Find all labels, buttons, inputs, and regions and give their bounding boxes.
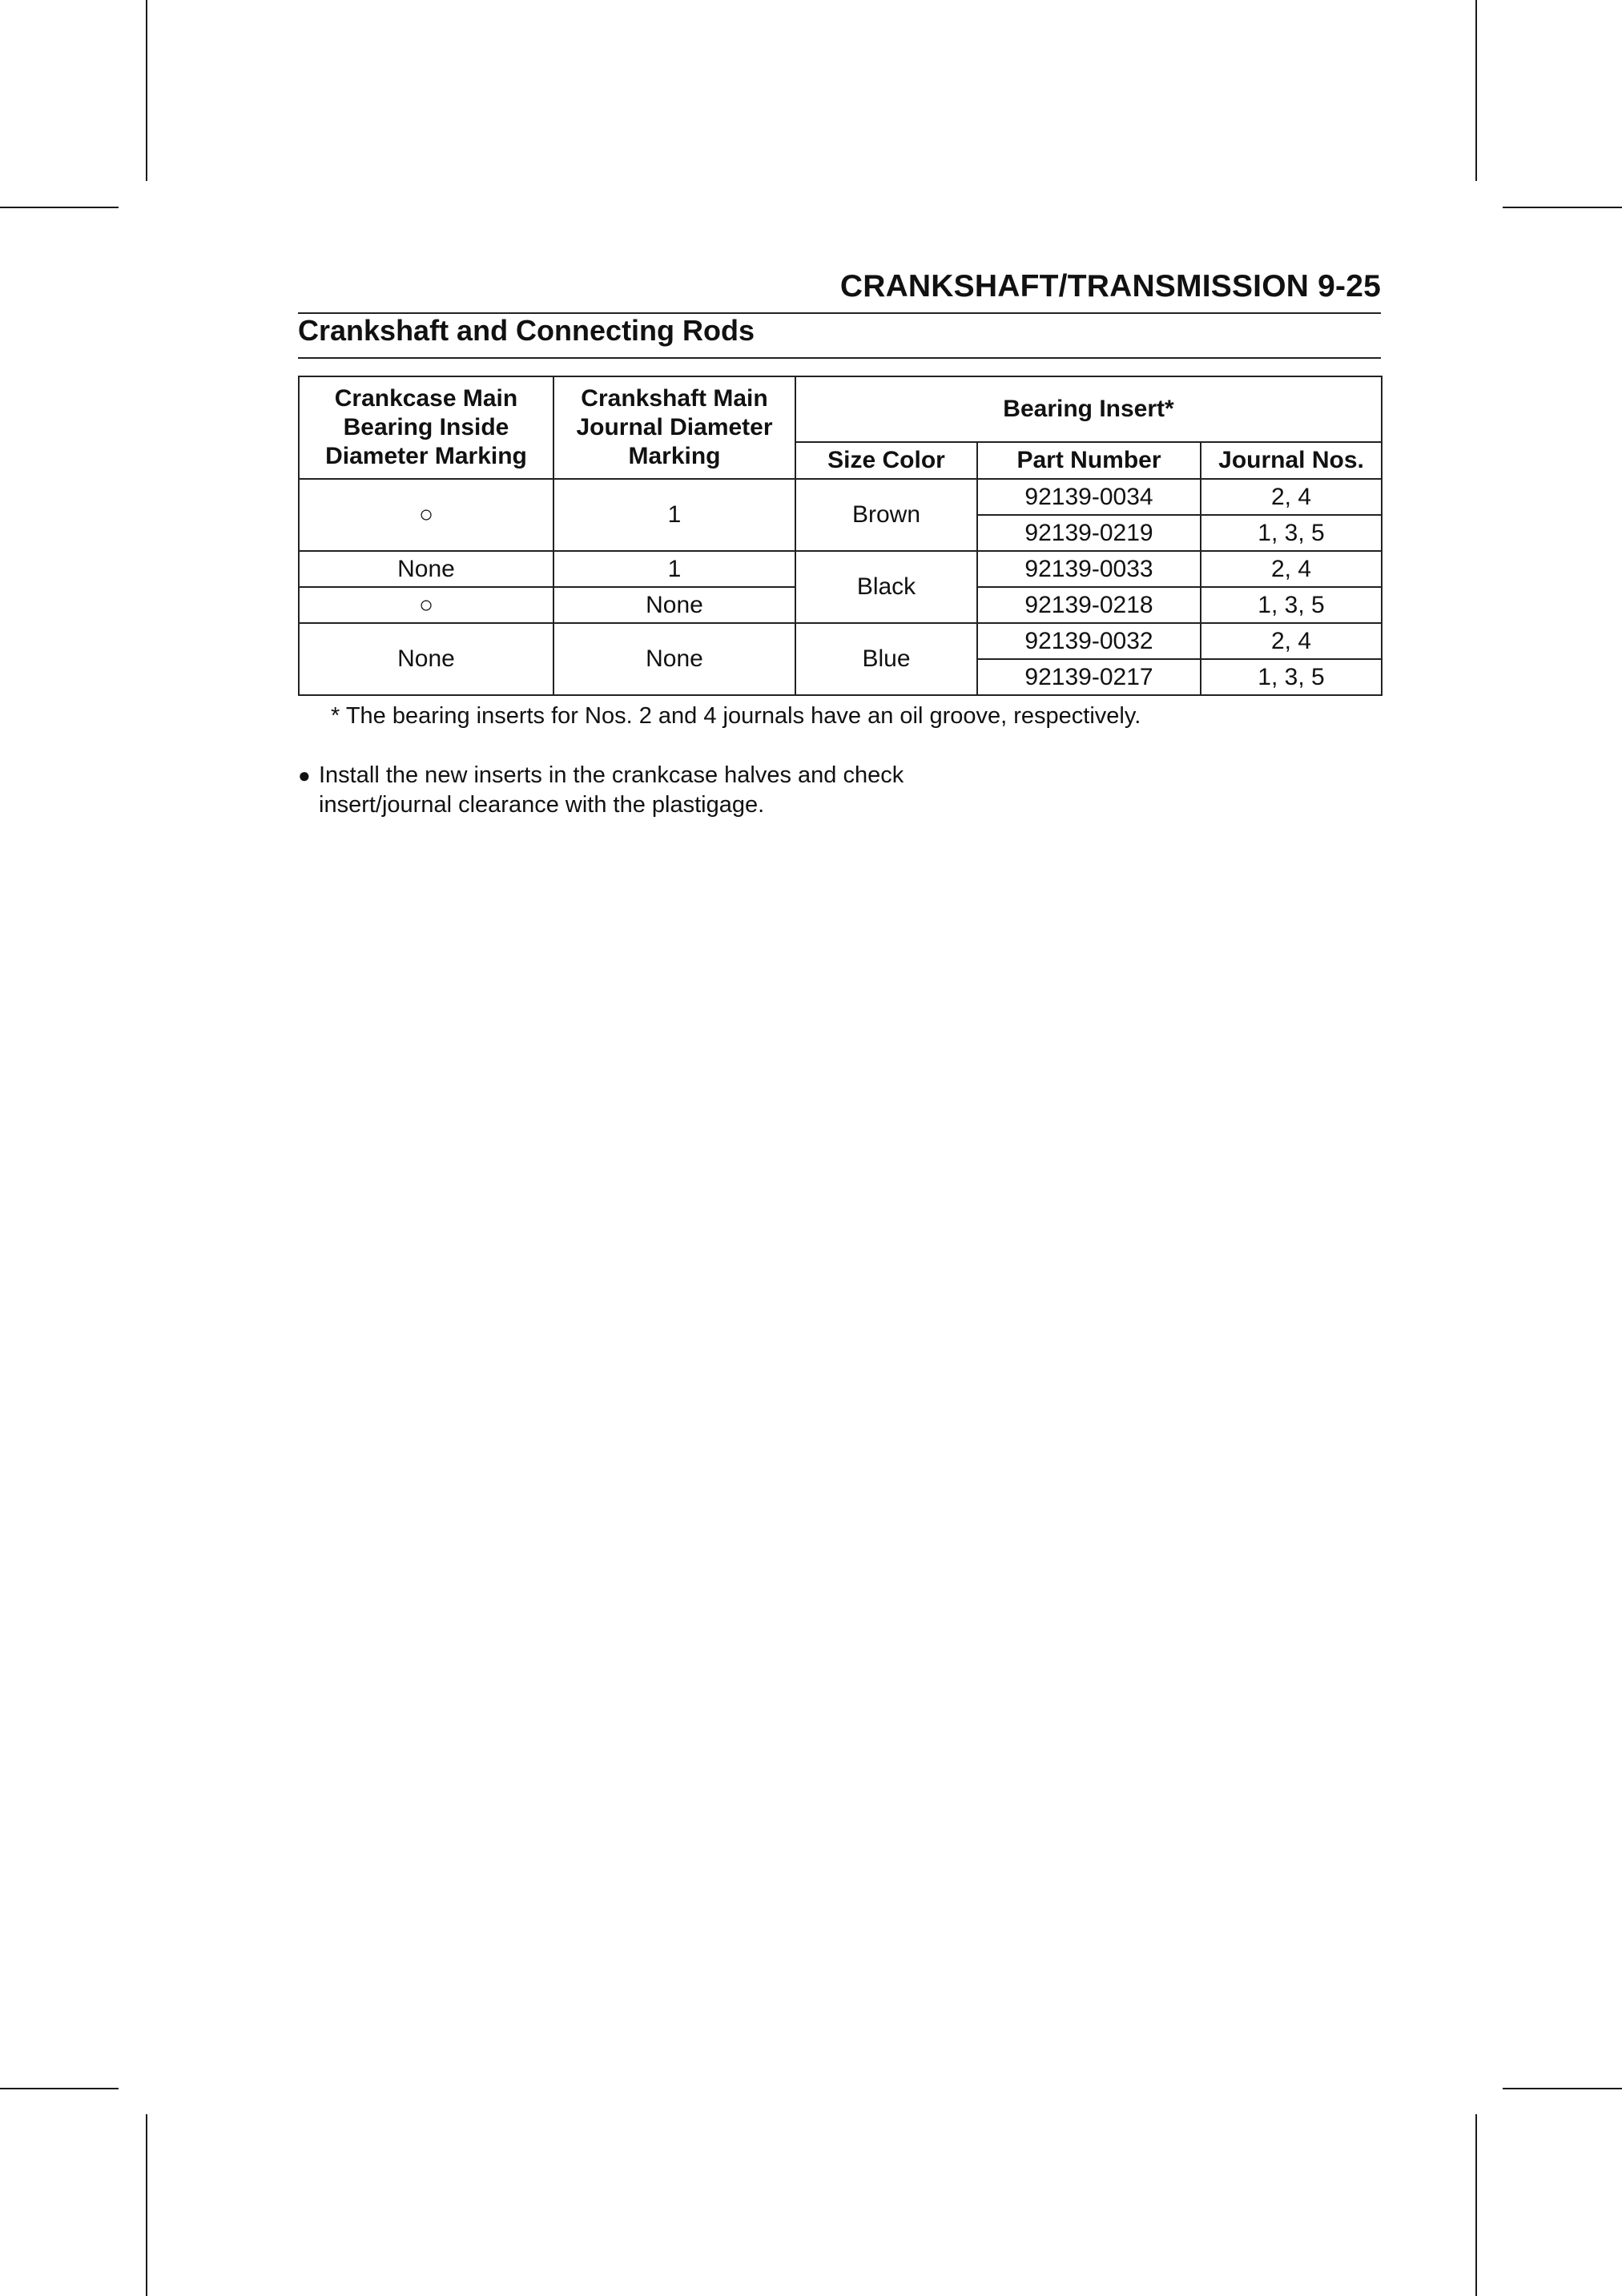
section-header [298, 314, 1381, 359]
crop-mark [1475, 0, 1477, 181]
journal-nos-cell: 2, 4 [1201, 623, 1382, 659]
instruction-step [298, 761, 904, 820]
part-number-cell: 92139-0032 [977, 623, 1201, 659]
crankcase-marking-cell: None [299, 623, 553, 695]
col-header-crankshaft-marking: Crankshaft Main Journal Diameter Marking [553, 376, 795, 479]
crankshaft-marking-cell: None [553, 623, 795, 695]
journal-nos-cell: 2, 4 [1201, 551, 1382, 587]
instruction-line: Install the new inserts in the crankcase halves and check [319, 762, 904, 788]
table-row [299, 479, 1382, 515]
crankshaft-marking-cell: 1 [553, 551, 795, 587]
crankshaft-marking-cell: 1 [553, 479, 795, 551]
size-color-cell: Blue [795, 623, 977, 695]
instruction-line: insert/journal clearance with the plastigage. [319, 792, 765, 818]
crankcase-marking-cell: ○ [299, 479, 553, 551]
journal-nos-cell: 1, 3, 5 [1201, 587, 1382, 623]
journal-nos-cell: 1, 3, 5 [1201, 515, 1382, 551]
crop-mark [146, 0, 147, 181]
crop-mark [146, 2114, 147, 2296]
table-row [299, 623, 1382, 659]
col-header-part-number: Part Number [977, 442, 1201, 479]
size-color-cell: Black [795, 551, 977, 623]
crop-mark [1503, 2088, 1622, 2089]
table-header-row [299, 376, 1382, 442]
col-header-crankcase-marking: Crankcase Main Bearing Inside Diameter Marking [299, 376, 553, 479]
part-number-cell: 92139-0218 [977, 587, 1201, 623]
bullet-icon: ● [298, 763, 311, 787]
journal-nos-cell: 1, 3, 5 [1201, 659, 1382, 695]
part-number-cell: 92139-0033 [977, 551, 1201, 587]
size-color-cell: Brown [795, 479, 977, 551]
bearing-insert-table [298, 376, 1383, 696]
crankcase-marking-cell: ○ [299, 587, 553, 623]
crop-mark [0, 207, 119, 208]
section-title: Crankshaft and Connecting Rods [298, 314, 755, 347]
running-title: CRANKSHAFT/TRANSMISSION 9-25 [839, 269, 1381, 304]
part-number-cell: 92139-0217 [977, 659, 1201, 695]
group-header-bearing-insert: Bearing Insert* [795, 376, 1382, 442]
col-header-size-color: Size Color [795, 442, 977, 479]
part-number-cell: 92139-0219 [977, 515, 1201, 551]
table-row [299, 551, 1382, 587]
col-header-journal-nos: Journal Nos. [1201, 442, 1382, 479]
page-header [298, 264, 1381, 314]
crop-mark [1503, 207, 1622, 208]
crop-mark [0, 2088, 119, 2089]
journal-nos-cell: 2, 4 [1201, 479, 1382, 515]
part-number-cell: 92139-0034 [977, 479, 1201, 515]
crop-mark [1475, 2114, 1477, 2296]
crankshaft-marking-cell: None [553, 587, 795, 623]
crankcase-marking-cell: None [299, 551, 553, 587]
table-footnote: * The bearing inserts for Nos. 2 and 4 journals have an oil groove, respectively. [331, 703, 1141, 729]
